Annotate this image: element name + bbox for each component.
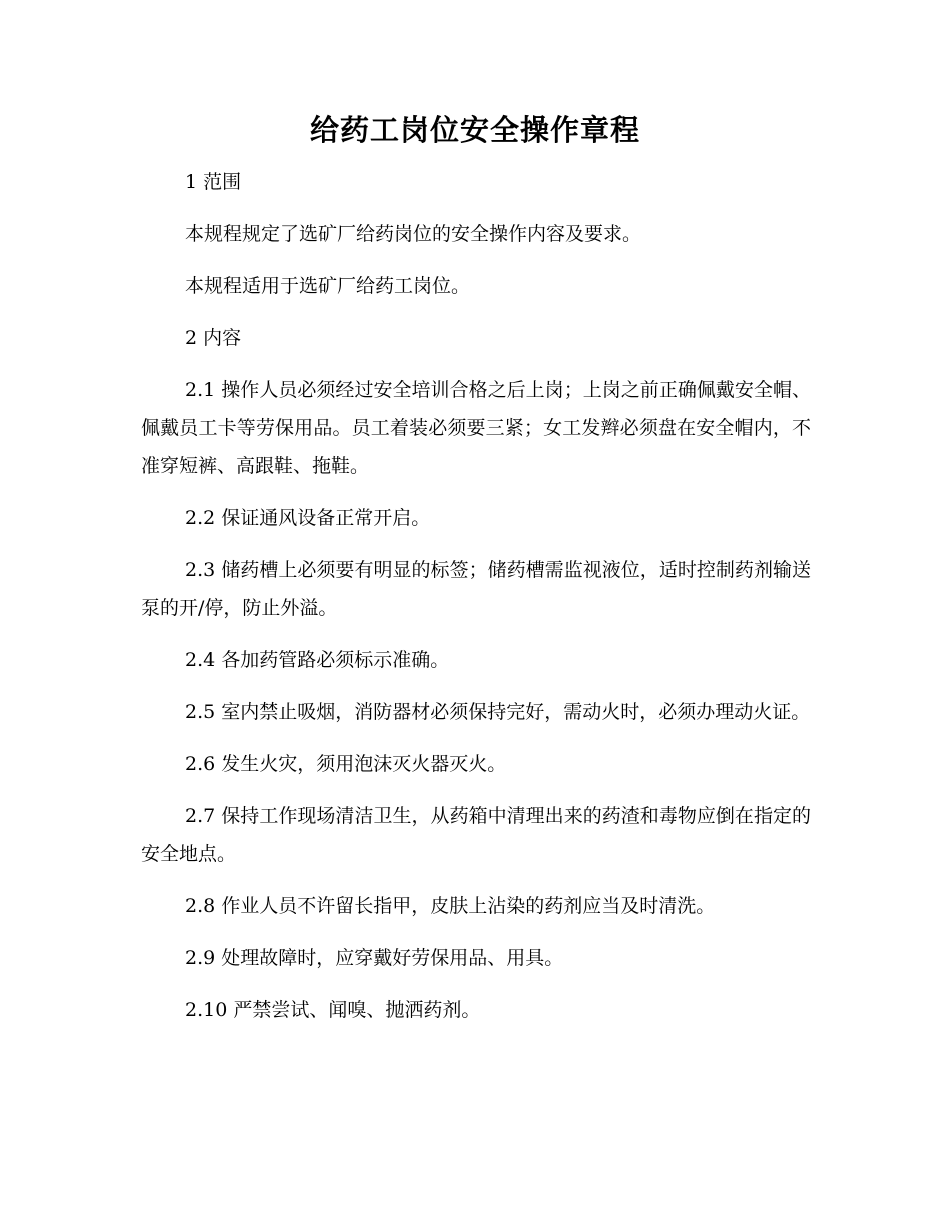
clause-2-8: 2.8 作业人员不许留长指甲，皮肤上沾染的药剂应当及时清洗。 — [185, 895, 716, 917]
clause-2-4: 2.4 各加药管路必须标示准确。 — [185, 649, 450, 671]
paragraph: 本规程规定了选矿厂给药岗位的安全操作内容及要求。 — [185, 223, 642, 245]
clause-2-10: 2.10 严禁尝试、闻嗅、抛洒药剂。 — [185, 999, 481, 1021]
clause-2-5: 2.5 室内禁止吸烟，消防器材必须保持完好，需动火时，必须办理动火证。 — [185, 701, 811, 723]
paragraph: 本规程适用于选矿厂给药工岗位。 — [185, 275, 471, 297]
clause-2-6: 2.6 发生火灾，须用泡沫灭火器灭火。 — [185, 753, 507, 775]
clause-2-1: 2.1 操作人员必须经过安全培训合格之后上岗；上岗之前正确佩戴安全帽、佩戴员工卡等劳保用品。员工着装必须要三紧；女工发辫必须盘在安全帽内，不准穿短裤、高跟鞋、拖鞋。 — [141, 379, 811, 477]
section-heading-scope: 1 范围 — [185, 171, 242, 193]
clause-2-2: 2.2 保证通风设备正常开启。 — [185, 507, 431, 529]
section-heading-content: 2 内容 — [185, 327, 242, 349]
document-body — [141, 163, 811, 1043]
clause-2-7: 2.7 保持工作现场清洁卫生，从药箱中清理出来的药渣和毒物应倒在指定的安全地点。 — [141, 805, 811, 865]
document-title: 给药工岗位安全操作章程 — [309, 113, 640, 147]
clause-2-3: 2.3 储药槽上必须要有明显的标签；储药槽需监视液位，适时控制药剂输送泵的开/停，防止外溢。 — [141, 559, 811, 619]
clause-2-9: 2.9 处理故障时，应穿戴好劳保用品、用具。 — [185, 947, 564, 969]
